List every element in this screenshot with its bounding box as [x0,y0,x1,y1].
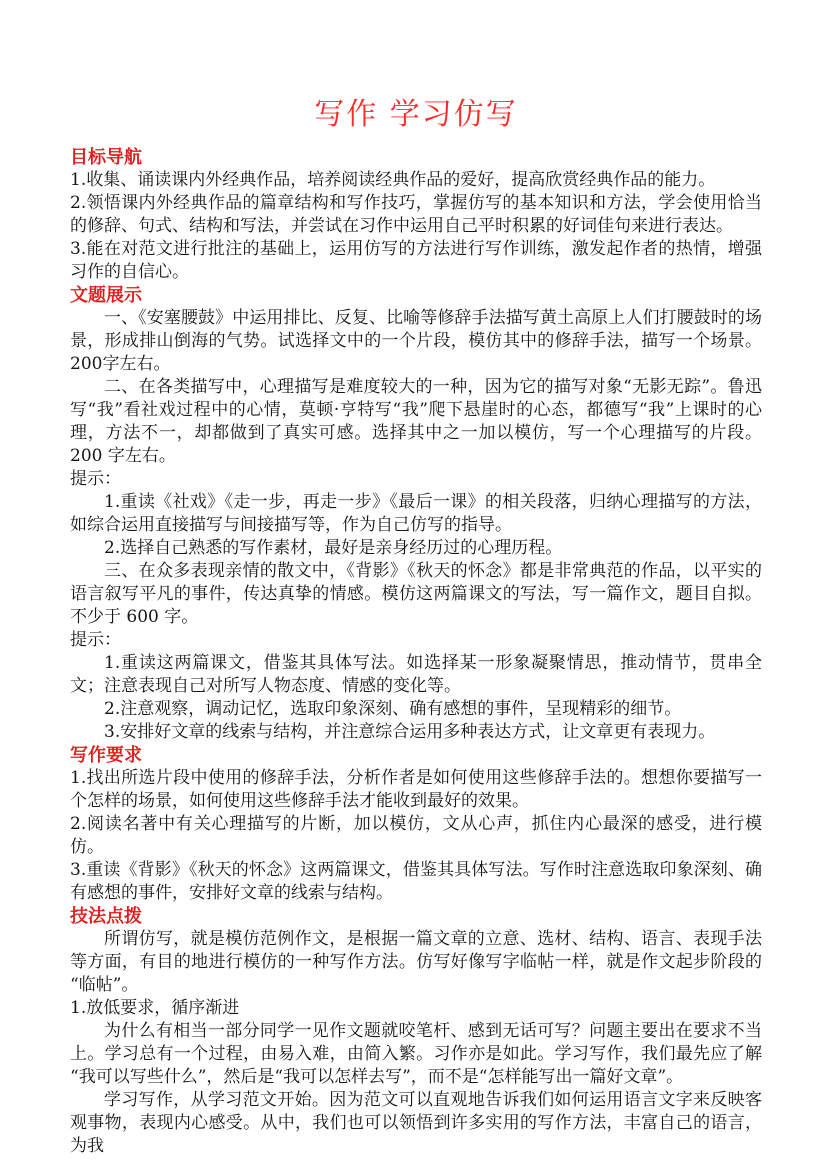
paragraph: 二、在各类描写中，心理描写是难度较大的一种，因为它的描写对象“无影无踪”。鲁迅写“我”看社戏过程中的心情，莫顿·亨特写“我”爬下悬崖时的心态，都德写“我”上课时的心理，方法不一，却都做到了真实可感。选择其中之一加以模仿，写一个心理描写的片段。200 字左右。 [70,377,762,466]
paragraph: 学习写作，从学习范文开始。因为范文可以直观地告诉我们如何运用语言文字来反映客观事物，表现内心感受。从中，我们也可以领悟到许多实用的写作方法，丰富自己的语言，为我 [70,1090,762,1156]
paragraph-subpoint-title: 1.放低要求，循序渐进 [70,998,240,1018]
paragraph: 为什么有相当一部分同学一见作文题就咬笔杆、感到无话可写？问题主要出在要求不当上。学习总有一个过程，由易入难，由简入繁。习作亦是如此。学习写作，我们最先应了解“我可以写些什么”，然后是“我可以怎样去写”，而不是“怎样能写出一篇好文章”。 [70,1021,762,1087]
paragraph-hint-label: 提示： [70,469,121,489]
heading-objectives: 目标导航 [70,147,142,168]
section-techniques [70,905,762,1158]
document-title: 写作 学习仿写 [314,97,518,132]
section-topics [70,284,762,744]
paragraph: 1.重读《社戏》《走一步，再走一步》《最后一课》的相关段落，归纳心理描写的方法，如综合运用直接描写与间接描写等，作为自己仿写的指导。 [70,492,762,535]
paragraph: 三、在众多表现亲情的散文中，《背影》《秋天的怀念》都是非常典范的作品，以平实的语言叙写平凡的事件，传达真挚的情感。模仿这两篇课文的写法，写一篇作文，题目自拟。不少于 600 字。 [70,561,762,627]
heading-techniques: 技法点拨 [70,906,142,927]
paragraph: 3.能在对范文进行批注的基础上，运用仿写的方法进行写作训练，激发起作者的热情，增强习作的自信心。 [70,239,762,282]
paragraph: 2.阅读名著中有关心理描写的片断，加以模仿，文从心声，抓住内心最深的感受，进行模仿。 [70,814,762,857]
document-content [70,96,762,1158]
paragraph: 2.领悟课内外经典作品的篇章结构和写作技巧，掌握仿写的基本知识和方法，学会使用恰当的修辞、句式、结构和写法，并尝试在习作中运用自己平时积累的好词佳句来进行表达。 [70,193,762,236]
paragraph: 1.重读这两篇课文，借鉴其具体写法。如选择某一形象凝聚情思，推动情节，贯串全文；注意表现自己对所写人物态度、情感的变化等。 [70,653,762,696]
paragraph: 2.注意观察，调动记忆，选取印象深刻、确有感想的事件，呈现精彩的细节。 [104,699,682,719]
heading-requirements: 写作要求 [70,745,142,766]
section-objectives [70,146,762,284]
section-requirements [70,744,762,905]
heading-topics: 文题展示 [70,285,142,306]
paragraph-hint-label: 提示： [70,630,121,650]
paragraph: 所谓仿写，就是模仿范例作文，是根据一篇文章的立意、选材、结构、语言、表现手法等方面，有目的地进行模仿的一种写作方法。仿写好像写字临帖一样，就是作文起步阶段的“临帖”。 [70,929,762,995]
paragraph: 2.选择自己熟悉的写作素材，最好是亲身经历过的心理历程。 [104,538,563,558]
paragraph: 一、《安塞腰鼓》中运用排比、反复、比喻等修辞手法描写黄土高原上人们打腰鼓时的场景，形成排山倒海的气势。试选择文中的一个片段，模仿其中的修辞手法，描写一个场景。200字左右。 [70,308,762,374]
paragraph: 1.找出所选片段中使用的修辞手法，分析作者是如何使用这些修辞手法的。想想你要描写一个怎样的场景，如何使用这些修辞手法才能收到最好的效果。 [70,768,762,811]
paragraph: 3.重读《背影》《秋天的怀念》这两篇课文，借鉴其具体写法。写作时注意选取印象深刻、确有感想的事件，安排好文章的线索与结构。 [70,860,762,903]
paragraph: 3.安排好文章的线索与结构，并注意综合运用多种表达方式，让文章更有表现力。 [104,722,716,742]
paragraph: 1.收集、诵读课内外经典作品，培养阅读经典作品的爱好，提高欣赏经典作品的能力。 [70,170,716,190]
